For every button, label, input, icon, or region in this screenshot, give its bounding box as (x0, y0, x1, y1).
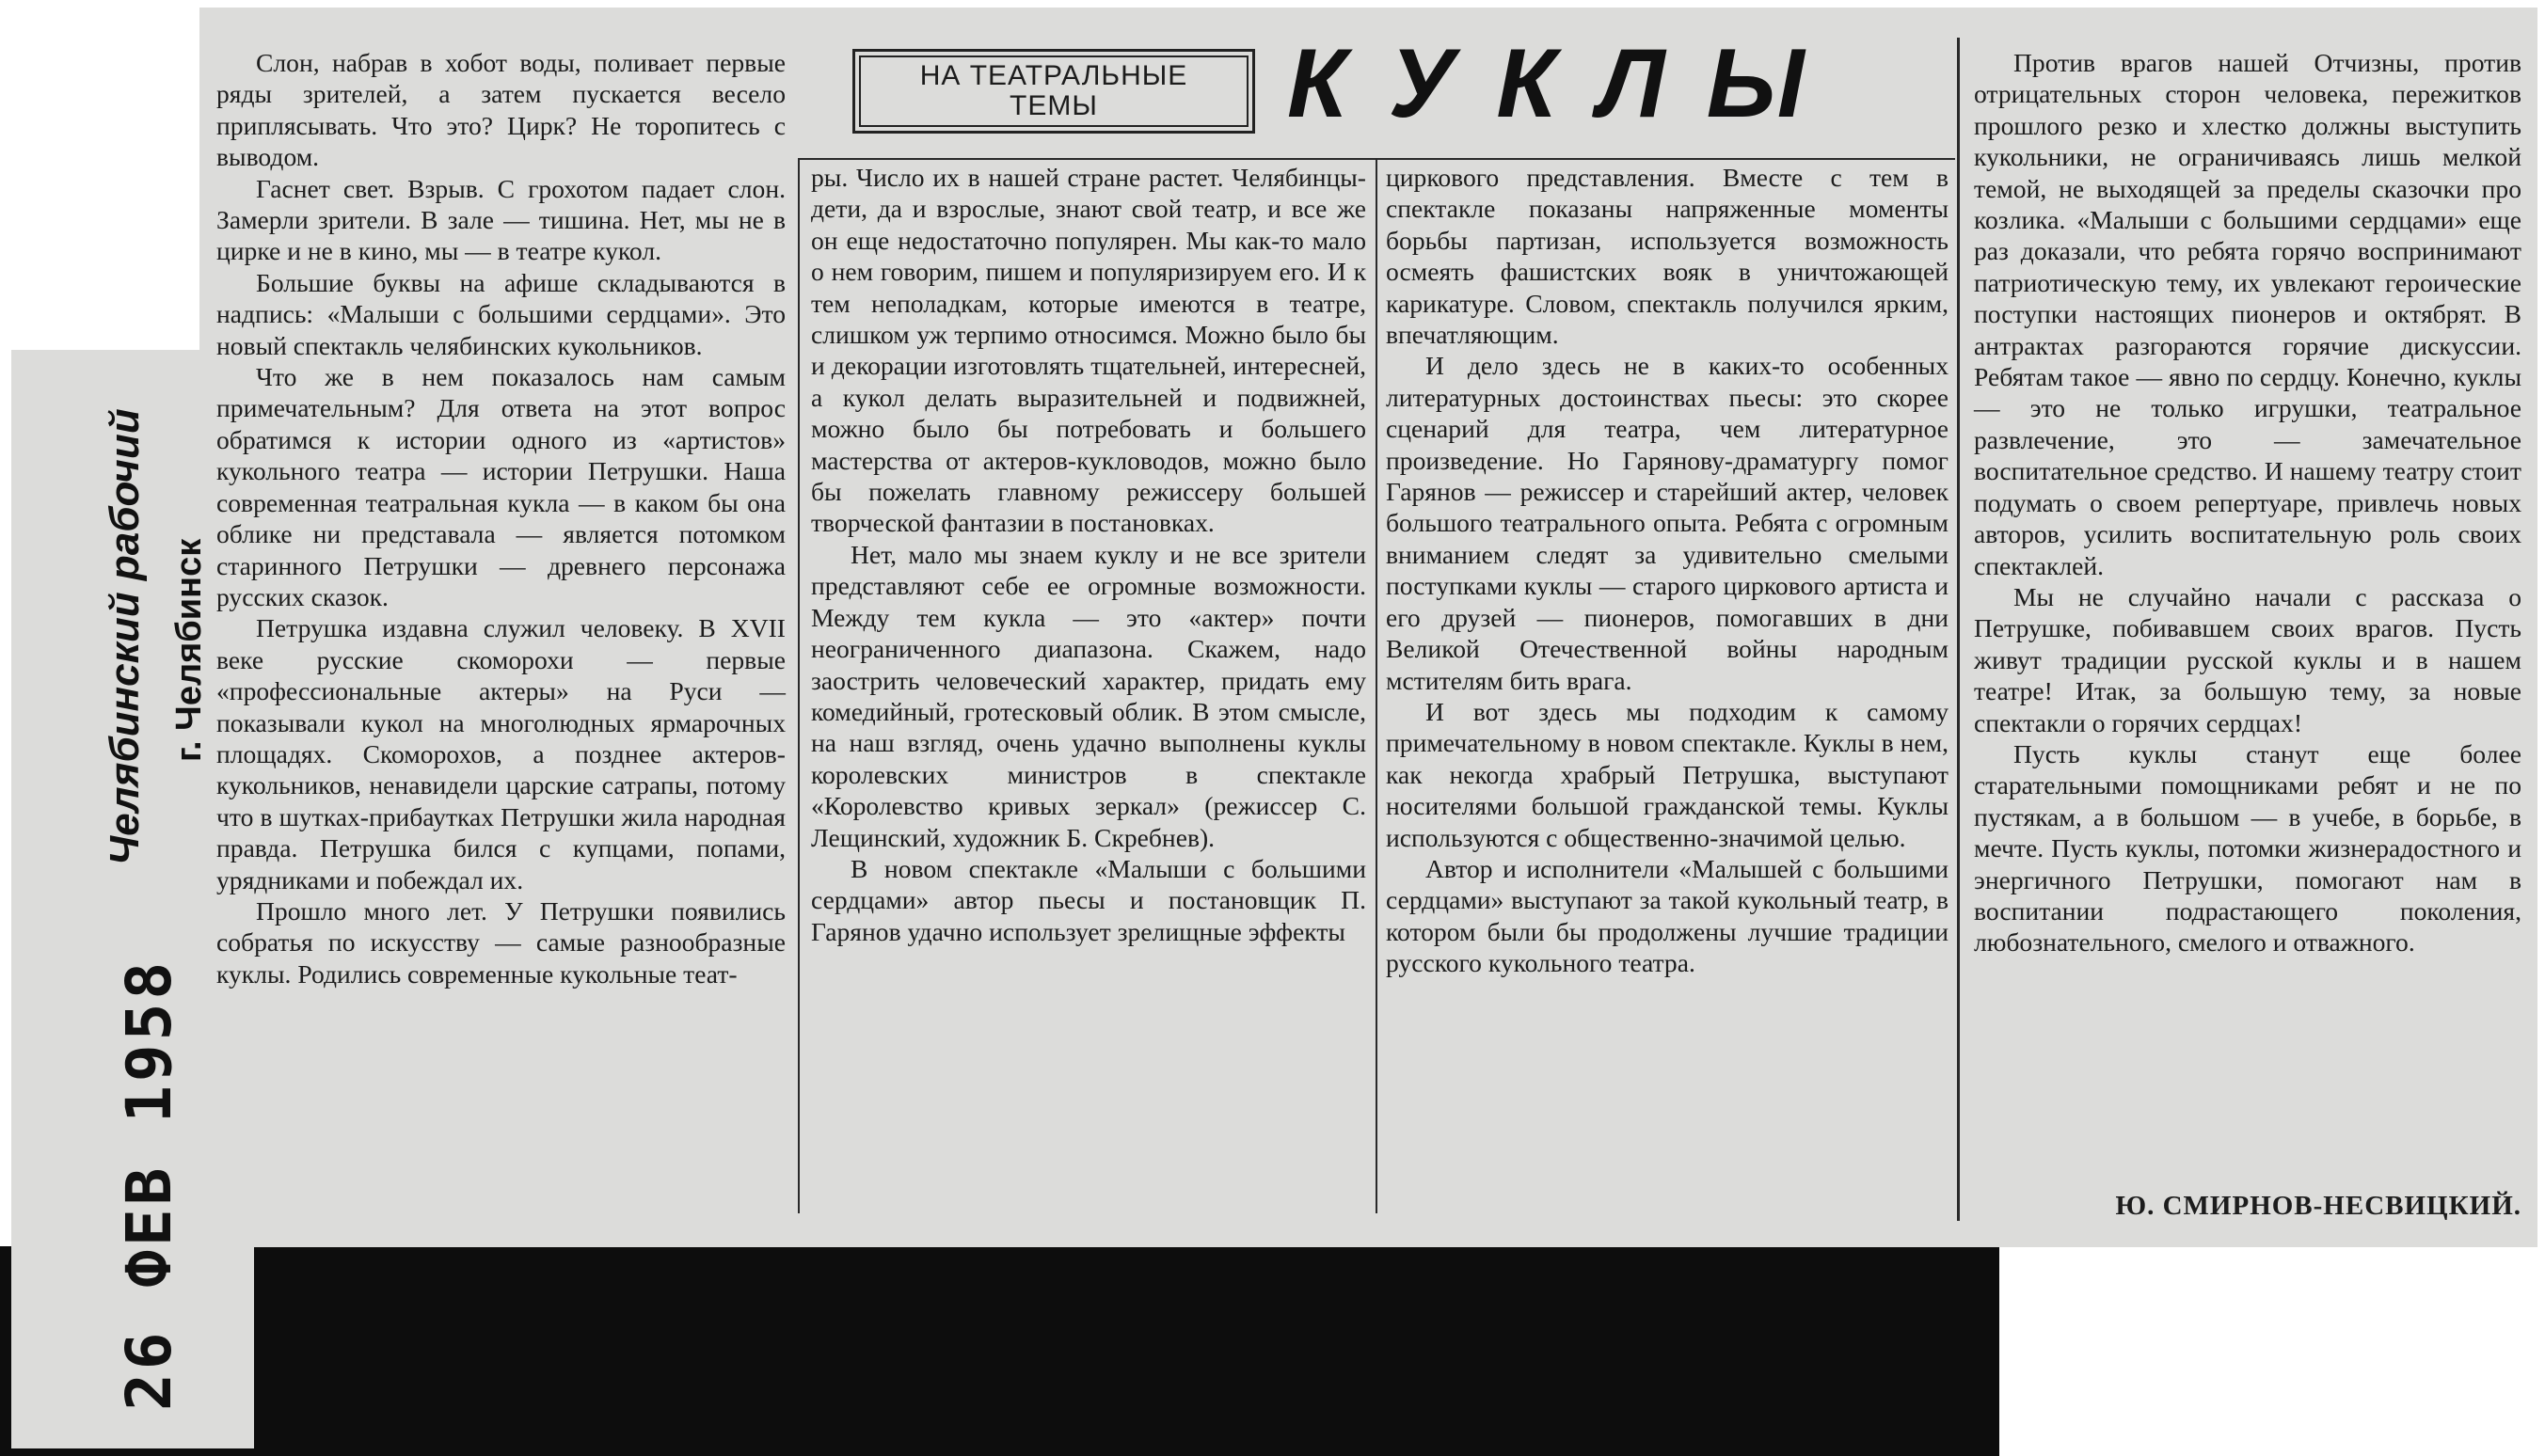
paragraph: Слон, набрав в хобот воды, поливает первые ряды зрителей, а затем пускается весело приплясывать. Что это? Цирк? Не торопитесь с выводом. (216, 48, 786, 172)
column-divider (1957, 38, 1960, 1221)
paragraph: Что же в нем показалось нам самым примечательным? Для ответа на этот вопрос обратимся к истории одного из «артистов» кукольного театра — истории Петрушки. Наша современная театральная кукла — в каком бы она облике ни представала — является потомком старинного Петрушки — древнего персонажа русских сказок. (216, 362, 786, 611)
paragraph: Большие буквы на афише складываются в надпись: «Малыши с большими сердцами». Это новый спектакль челябинских кукольников. (216, 267, 786, 360)
header-rule (798, 158, 1955, 160)
rubric-box (852, 49, 1255, 134)
paragraph: Гаснет свет. Взрыв. С грохотом падает слон. Замерли зрители. В зале — тишина. Нет, мы не в цирке и не в кино, мы — в театре кукол. (216, 173, 786, 266)
article-column-3 (1386, 162, 1949, 979)
column-divider (1376, 160, 1377, 1213)
rubric-line-2: ТЕМЫ (1010, 90, 1098, 121)
rubric-line-1: НА ТЕАТРАЛЬНЫЕ (919, 60, 1188, 91)
article-column-4 (1974, 47, 2521, 958)
article-column-1 (216, 47, 786, 989)
article-column-2 (811, 162, 1366, 947)
background-dark (0, 1246, 1999, 1456)
paragraph: И дело здесь не в каких-то особенных литературных достоинствах пьесы: это скорее сценарий для театра, чем литературное произведение. Но Гарянову-драматургу помог Гарянов — режиссер и старейший актер, человек большого театрального опыта. Ребята с огромным вниманием следят за удивительно смелыми поступками куклы — старого циркового артиста и его друзей — пионеров, помогавших в дни Великой Отечественной войны народным мстителям бить врага. (1386, 351, 1949, 695)
paragraph: циркового представления. Вместе с тем в спектакле показаны напряженные моменты борьбы партизан, используется возможность осмеять фашистских вояк в уничтожающей карикатуре. Словом, спектакль получился ярким, впечатляющим. (1386, 163, 1949, 350)
date-stamp: 26 ФЕВ 1958 (113, 957, 185, 1411)
paragraph: Против врагов нашей Отчизны, против отрицательных сторон человека, пережитков прошлого резко и хлестко должны выступить кукольники, не ограничиваясь лишь мелкой темой, не выходящей за пределы сказочки про козлика. «Малыши с большими сердцами» еще раз доказали, что ребята горячо воспринимают патриотическую тему, их увлекают героические поступки настоящих пионеров и октябрят. В антрактах разгораются горячие дискуссии. Ребятам такое — явно по сердцу. Конечно, куклы — это не только игрушки, театральное развлечение, это — замечательное воспитательное средство. И нашему театру стоит подумать о своем репертуаре, привлечь новых авторов, усилить воспитательную роль своих спектаклей. (1974, 48, 2521, 580)
paragraph: Петрушка издавна служил человеку. В XVII веке русские скоморохи — первые «профессиональные актеры» на Руси — показывали кукол на многолюдных ярмарочных площадях. Скоморохов, а позднее актеров-кукольников, ненавидели царские сатрапы, потому что в шутках-прибаутках Петрушки жила народная правда. Петрушка бился с купцами, попами, урядниками и побеждал их. (216, 613, 786, 894)
clipping-tab-joint (188, 1246, 254, 1448)
paragraph: Автор и исполнители «Малышей с большими сердцами» выступают за такой кукольный театр, в котором были бы продолжены лучшие традиции русского кукольного театра. (1386, 853, 1949, 978)
paragraph: Прошло много лет. У Петрушки появились собратья по искусству — самые разнообразные куклы. Родились современные кукольные теат- (216, 895, 786, 989)
paragraph: Мы не случайно начали с рассказа о Петрушке, побивавшем своих врагов. Пусть живут традиции русской куклы и в нашем театре! Итак, за большую тему, за новые спектакли о горячих сердцах! (1974, 581, 2521, 737)
background-white-corner (1999, 1247, 2545, 1456)
paragraph: Пусть куклы станут еще более старательными помощниками ребят и не по пустякам, а в большом — в учебе, в борьбе, в мечте. Пусть куклы, потомки жизнерадостного и энергичного Петрушки, помогают нам в воспитании подрастающего поколения, любознательного, смелого и отважного. (1974, 738, 2521, 957)
source-city-stamp: г. Челябинск (169, 538, 209, 762)
column-divider (798, 160, 800, 1213)
paragraph: ры. Число их в нашей стране растет. Челябинцы-дети, да и взрослые, знают свой театр, и все же он еще недостаточно популярен. Мы как-то мало о нем говорим, пишем и популяризируем его. И к тем неполадкам, которые имеются в театре, слишком уж терпимо относимся. Можно было бы и декорации изготовлять тщательней, интересней, а кукол делать выразительней и подвижней, можно было бы потребовать и большего мастерства от актеров-кукловодов, можно было бы пожелать главному режиссеру большей творческой фантазии в постановках. (811, 163, 1366, 538)
paragraph: И вот здесь мы подходим к самому примечательному в новом спектакле. Куклы в нем, как некогда храбрый Петрушка, выступают носителями большой гражданской темы. Куклы используются с общественно-значимой целью. (1386, 696, 1949, 852)
paragraph: Нет, мало мы знаем куклу и не все зрители представляют себе ее огромные возможности. Между тем кукла — это «актер» почти неограниченного диапазона. Скажем, надо заострить человеческий характер, придать ему комедийный, гротесковый облик. В этом смысле, на наш взгляд, очень удачно выполнены куклы королевских министров в спектакле «Королевство кривых зеркал» (режиссер С. Лещинский, художник Б. Скребнев). (811, 539, 1366, 852)
author-signature: Ю. СМИРНОВ-НЕСВИЦКИЙ. (2115, 1191, 2521, 1221)
paragraph: В новом спектакле «Малыши с большими сердцами» автор пьесы и постановщик П. Гарянов удачно использует зрелищные эффекты (811, 853, 1366, 946)
source-newspaper-stamp: Челябинский рабочий (102, 408, 148, 865)
article-headline: КУКЛЫ (1287, 29, 1846, 138)
